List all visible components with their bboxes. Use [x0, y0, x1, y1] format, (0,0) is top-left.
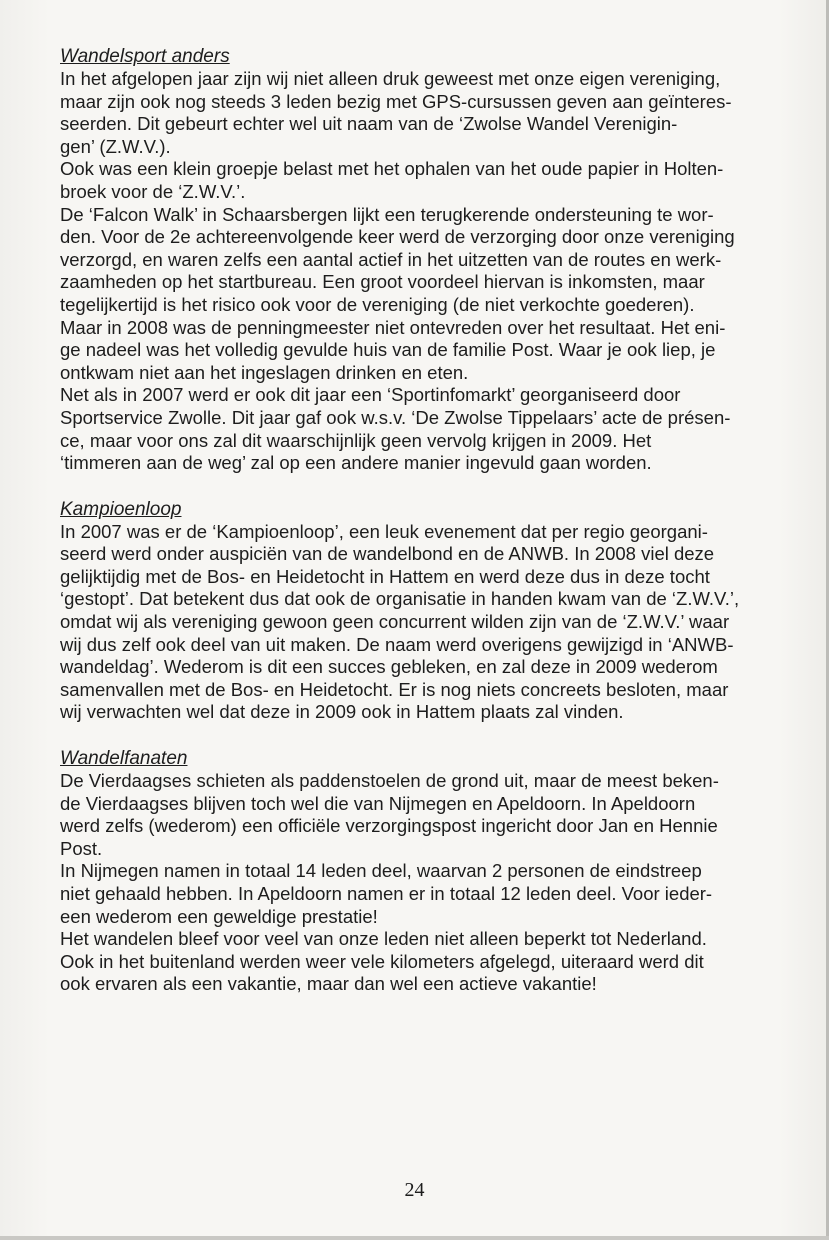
section-heading: Wandelsport anders — [60, 46, 230, 67]
section-heading: Wandelfanaten — [60, 748, 188, 770]
paragraph: In het afgelopen jaar zijn wij niet alleen druk geweest met onze eigen vereniging, maar zijn ook nog steeds 3 leden bezig met GPS-cursussen geven aan geïnteres- seerden. Dit gebeurt echter wel uit naam van de ‘Zwolse Wandel Verenigin- gen’ (Z.W.V.). — [60, 68, 732, 157]
page-number: 24 — [404, 1179, 425, 1201]
paragraph: De Vierdaagses schieten als paddenstoelen de grond uit, maar de meest beken- de Vierdaagses blijven toch wel die van Nijmegen en Apeldoorn. In Apeldoorn werd zelfs (wederom) een officiële verzorgingspost ingericht door Jan en Hennie Post. — [60, 770, 719, 859]
paragraph: Het wandelen bleef voor veel van onze leden niet alleen beperkt tot Nederland. Ook in het buitenland werden weer vele kilometers afgelegd, uiteraard werd dit ook ervaren als een vakantie, maar dan wel een actieve vakantie! — [60, 928, 707, 995]
paragraph: De ‘Falcon Walk’ in Schaarsbergen lijkt een terugkerende ondersteuning te wor- den. Voor de 2e achtereenvolgende keer werd de verzorging door onze vereniging verzorgd, en waren zelfs een aantal actief in het uitzetten van de routes en werk- zaamheden op het startbureau. Een groot voordeel hiervan is inkomsten, maar tegelijkertijd is het risico ook voor de vereniging (de niet verkochte goederen). Maar in 2008 was de penningmeester niet ontevreden over het resultaat. Het eni- ge nadeel was het volledig gevulde huis van de familie Post. Waar je ook liep, je ontkwam niet aan het ingeslagen drinken en eten. — [60, 203, 735, 383]
page-edge-bottom — [0, 1236, 829, 1240]
paragraph: Ook was een klein groepje belast met het ophalen van het oude papier in Holten- broek voor de ‘Z.W.V.’. — [60, 158, 724, 202]
section-heading: Kampioenloop — [60, 498, 182, 520]
section-wandelfanaten — [60, 748, 812, 996]
section-wandelsport-anders — [60, 46, 812, 475]
paragraph: In 2007 was er de ‘Kampioenloop’, een leuk evenement dat per regio georgani- seerd werd onder auspiciën van de wandelbond en de ANWB. In 2008 viel deze gelijktijdig met de Bos- en Heidetocht in Hattem en werd deze dus in deze tocht ‘gestopt’. Dat betekent dus dat ook de organisatie in handen kwam van de ‘Z.W.V.’, omdat wij als vereniging gewoon geen concurrent wilden zijn van de ‘Z.W.V.’ waar wij dus zelf ook deel van uit maken. De naam werd overigens gewijzigd in ‘ANWB- wandeldag’. Wederom is dit een succes gebleken, en zal deze in 2009 wederom samenvallen met de Bos- en Heidetocht. Er is nog niets concreets besloten, maar wij verwachten wel dat deze in 2009 ook in Hattem plaats zal vinden. — [60, 520, 740, 723]
page-content — [60, 46, 812, 1020]
paragraph: In Nijmegen namen in totaal 14 leden deel, waarvan 2 personen de eindstreep niet gehaald hebben. In Apeldoorn namen er in totaal 12 leden deel. Voor ieder- een wederom een geweldige prestatie! — [60, 860, 713, 927]
paragraph: Net als in 2007 werd er ook dit jaar een ‘Sportinfomarkt’ georganiseerd door Sportservice Zwolle. Dit jaar gaf ook w.s.v. ‘De Zwolse Tippelaars’ acte de présen- ce, maar voor ons zal dit waarschijnlijk geen vervolg krijgen in 2009. Het ‘timmeren aan de weg’ zal op een andere manier ingevuld gaan worden. — [60, 384, 731, 474]
section-kampioenloop — [60, 499, 812, 724]
